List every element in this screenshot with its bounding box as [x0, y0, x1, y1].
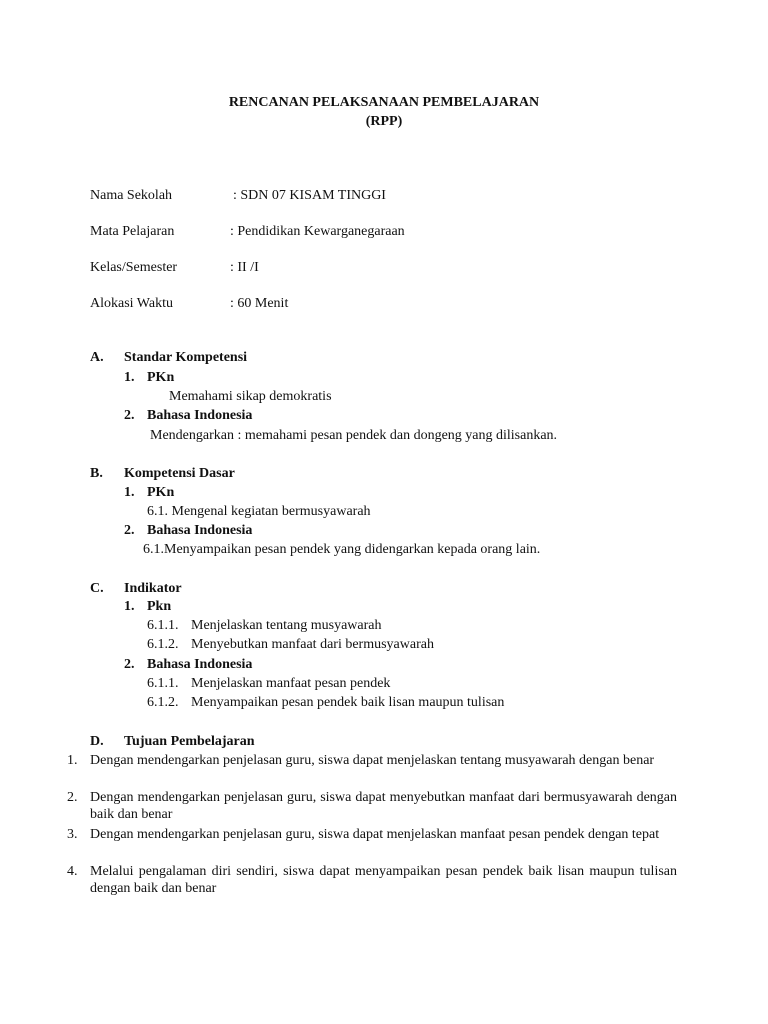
section-a-item1-num: 1. — [124, 370, 135, 385]
objective-3-num: 3. — [67, 827, 78, 842]
section-b-item2-title: Bahasa Indonesia — [147, 523, 253, 538]
section-a-item2-text: Mendengarkan : memahami pesan pendek dan dongeng yang dilisankan. — [150, 428, 558, 443]
section-c-item1-sub2-text: Menyebutkan manfaat dari bermusyawarah — [191, 637, 434, 652]
section-c-letter: C. — [90, 581, 104, 596]
section-b-item2-num: 2. — [124, 523, 135, 538]
objective-1-text: Dengan mendengarkan penjelasan guru, siswa dapat menjelaskan tentang musyawarah dengan benar — [90, 753, 655, 768]
section-c-heading: Indikator — [124, 581, 182, 596]
section-a-heading: Standar Kompetensi — [124, 350, 248, 365]
section-a-item2-num: 2. — [124, 408, 135, 423]
objective-3-text: Dengan mendengarkan penjelasan guru, siswa dapat menjelaskan manfaat pesan pendek dengan tepat — [90, 827, 660, 842]
section-b-item2-text: 6.1.Menyampaikan pesan pendek yang didengarkan kepada orang lain. — [143, 542, 541, 557]
section-b-item1-num: 1. — [124, 485, 135, 500]
section-a-item1-text: Memahami sikap demokratis — [169, 389, 332, 404]
section-b-letter: B. — [90, 466, 103, 481]
objective-2-text: Dengan mendengarkan penjelasan guru, siswa dapat menyebutkan manfaat dari bermusyawarah dengan baik dan benar — [90, 790, 677, 822]
class-label: Kelas/Semester — [90, 260, 178, 275]
section-c-item1-sub1-num: 6.1.1. — [147, 618, 179, 633]
subject-label: Mata Pelajaran — [90, 224, 175, 239]
section-d-letter: D. — [90, 734, 104, 749]
subject-value: : Pendidikan Kewarganegaraan — [230, 224, 405, 239]
time-value: : 60 Menit — [230, 296, 289, 311]
section-c-item2-title: Bahasa Indonesia — [147, 657, 253, 672]
section-a-letter: A. — [90, 350, 104, 365]
objective-1-num: 1. — [67, 753, 78, 768]
section-a-item2-title: Bahasa Indonesia — [147, 408, 253, 423]
objective-2-num: 2. — [67, 790, 78, 805]
class-value: : II /I — [230, 260, 259, 275]
objective-4-text: Melalui pengalaman diri sendiri, siswa dapat menyampaikan pesan pendek baik lisan maupun tulisan dengan baik dan benar — [90, 864, 677, 896]
section-c-item2-sub1-num: 6.1.1. — [147, 676, 179, 691]
section-c-item1-sub1-text: Menjelaskan tentang musyawarah — [191, 618, 382, 633]
section-c-item2-sub1-text: Menjelaskan manfaat pesan pendek — [191, 676, 391, 691]
school-label: Nama Sekolah — [90, 188, 173, 203]
section-b-item1-title: PKn — [147, 485, 175, 500]
document-subtitle: (RPP) — [365, 114, 403, 129]
section-c-item2-sub2-num: 6.1.2. — [147, 695, 179, 710]
time-label: Alokasi Waktu — [90, 296, 173, 311]
section-c-item2-sub2-text: Menyampaikan pesan pendek baik lisan maupun tulisan — [191, 695, 505, 710]
section-d-heading: Tujuan Pembelajaran — [124, 734, 255, 749]
section-c-item1-num: 1. — [124, 599, 135, 614]
objective-4-num: 4. — [67, 864, 78, 879]
section-a-item1-title: PKn — [147, 370, 175, 385]
section-b-item1-text: 6.1. Mengenal kegiatan bermusyawarah — [147, 504, 371, 519]
document-title: RENCANAN PELAKSANAAN PEMBELAJARAN — [228, 95, 540, 110]
section-c-item1-title: Pkn — [147, 599, 172, 614]
school-value: : SDN 07 KISAM TINGGI — [233, 188, 386, 203]
section-b-heading: Kompetensi Dasar — [124, 466, 235, 481]
section-c-item2-num: 2. — [124, 657, 135, 672]
section-c-item1-sub2-num: 6.1.2. — [147, 637, 179, 652]
